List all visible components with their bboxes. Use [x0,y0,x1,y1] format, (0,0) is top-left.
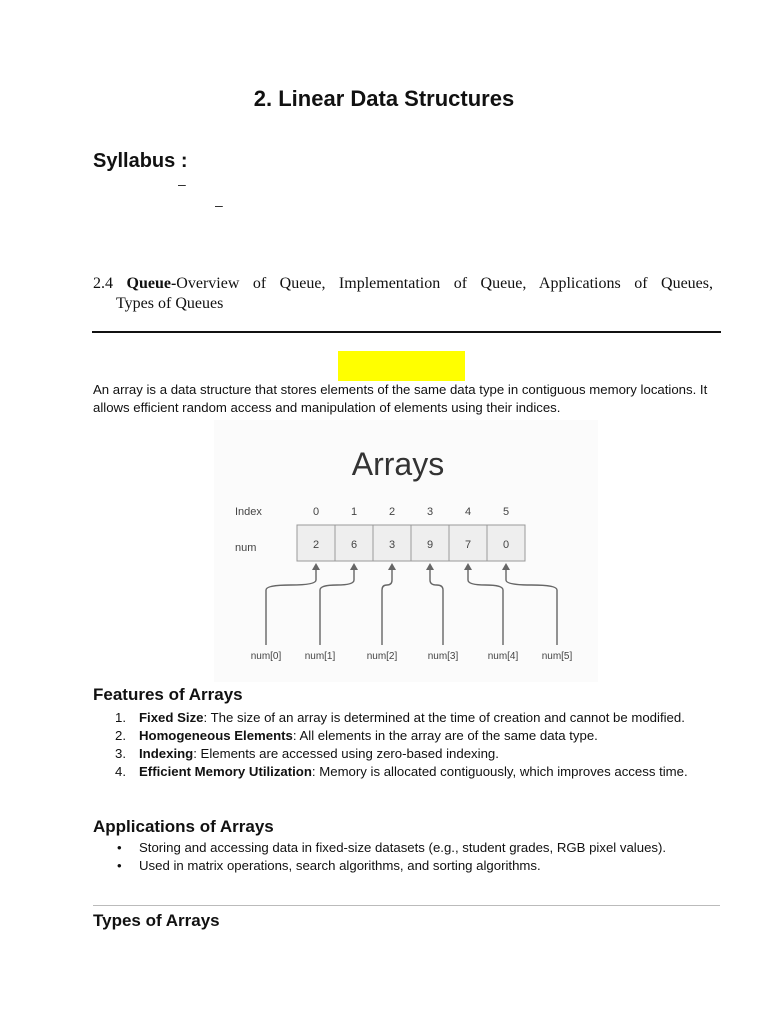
application-text: Storing and accessing data in fixed-size datasets (e.g., student grades, RGB pixel values). [139,840,667,855]
index-value: 3 [426,506,434,518]
array-cell-value: 3 [388,539,396,551]
queue-section-number: 2.4 [93,275,113,292]
feature-description: : The size of an array is determined at the time of creation and cannot be modified. [203,710,685,725]
queue-topics: Overview of Queue, Implementation of Queue, Applications of Queues, [176,275,713,292]
bullet-icon: • [117,858,122,873]
page-title: 2. Linear Data Structures [253,86,515,111]
queue-bold-label: Queue- [126,275,177,292]
pointer-label: num[1] [304,651,336,662]
pointer-label: num[4] [487,651,519,662]
array-intro-paragraph: An array is a data structure that stores elements of the same data type in contiguous memory locations. It allows efficient random access and manipulation of elements using their indices. [93,382,708,415]
figure-title: Arrays [351,446,445,482]
syllabus-dash: – [178,176,186,192]
index-label: Index [235,506,262,518]
feature-description: : Elements are accessed using zero-based indexing. [193,746,499,761]
index-value: 4 [464,506,472,518]
types-heading: Types of Arrays [93,911,220,930]
applications-list [93,839,693,875]
application-text: Used in matrix operations, search algorithms, and sorting algorithms. [139,858,541,873]
array-cell-value: 6 [350,539,358,551]
pointer-label: num[0] [250,651,282,662]
feature-description: : Memory is allocated contiguously, which improves access time. [311,764,688,779]
array-cell-value: 9 [426,539,434,551]
bullet-icon: • [117,840,122,855]
arrays-diagram [214,420,598,682]
section-divider [92,331,721,333]
feature-number: 4. [115,764,126,779]
feature-number: 2. [115,728,126,743]
index-value: 1 [350,506,358,518]
feature-description: : All elements in the array are of the same data type. [292,728,598,743]
pointer-label: num[2] [366,651,398,662]
feature-term: Homogeneous Elements [139,728,293,743]
feature-item [93,727,693,744]
index-value: 2 [388,506,396,518]
pointer-label: num[5] [541,651,573,662]
syllabus-heading: Syllabus : [93,150,188,172]
feature-item [93,763,693,780]
array-name-label: num [235,542,257,554]
array-cell-value: 2 [312,539,320,551]
arrays-figure [214,420,598,682]
array-cell-value: 7 [464,539,472,551]
feature-term: Fixed Size [139,710,204,725]
application-item [93,857,693,874]
section-divider [93,905,720,906]
syllabus-queue-line [93,274,713,294]
feature-number: 1. [115,710,126,725]
array-cell-value: 0 [502,539,510,551]
features-list [93,709,693,781]
index-value: 0 [312,506,320,518]
feature-number: 3. [115,746,126,761]
feature-term: Indexing [139,746,194,761]
queue-topics-continued: Types of Queues [116,295,224,312]
application-item [93,839,693,856]
syllabus-dash: – [215,197,223,213]
feature-item [93,745,693,762]
pointer-label: num[3] [427,651,459,662]
feature-term: Efficient Memory Utilization [139,764,312,779]
applications-heading: Applications of Arrays [93,817,274,836]
feature-item [93,709,693,726]
highlight-box [338,351,465,381]
features-heading: Features of Arrays [93,685,243,704]
index-value: 5 [502,506,510,518]
